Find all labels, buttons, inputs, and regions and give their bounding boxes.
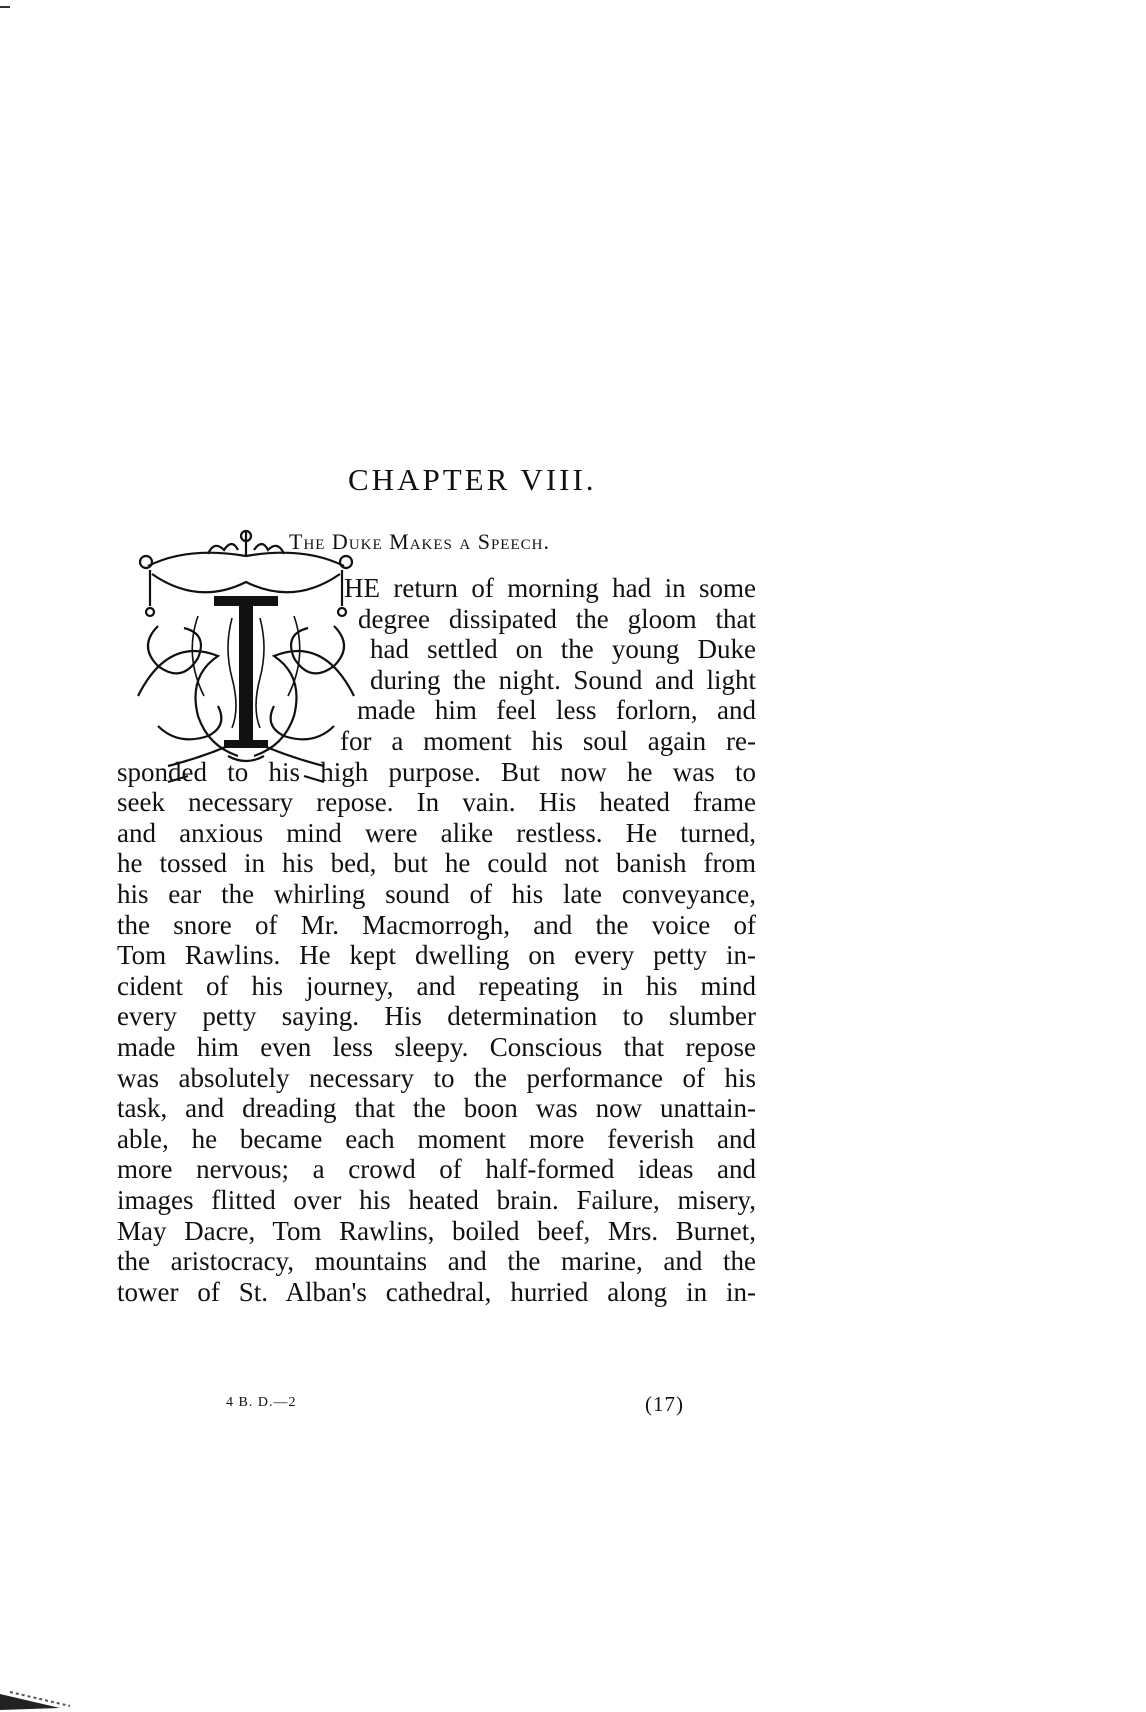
- chapter-title: CHAPTER VIII.: [348, 462, 597, 497]
- text-line: and anxious mind were alike restless. He turned,: [117, 817, 756, 848]
- edge-mark: [0, 6, 10, 8]
- text-line: more nervous; a crowd of half-formed ideas and: [117, 1154, 756, 1185]
- text-line: was absolutely necessary to the performance of his: [117, 1062, 756, 1093]
- text-line: Tom Rawlins. He kept dwelling on every petty in-: [117, 940, 756, 971]
- ornamental-drop-cap: [128, 526, 364, 788]
- text-line: sponded to his high purpose. But now he was to: [117, 756, 756, 787]
- text-line: during the night. Sound and light: [370, 664, 756, 695]
- text-line: the aristocracy, mountains and the marine, and the: [117, 1246, 756, 1277]
- scan-smudge: [0, 1680, 80, 1710]
- text-line: tower of St. Alban's cathedral, hurried along in in-: [117, 1276, 756, 1307]
- text-line: degree dissipated the gloom that: [358, 603, 756, 634]
- chapter-subtitle: The Duke Makes a Speech.: [289, 529, 550, 554]
- text-line: made him even less sleepy. Conscious that repose: [117, 1032, 756, 1062]
- text-line: seek necessary repose. In vain. His heated frame: [117, 787, 756, 818]
- text-line: for a moment his soul again re-: [340, 726, 756, 756]
- text-line: made him feel less forlorn, and: [357, 695, 756, 726]
- printer-signature: 4 B. D.—2: [226, 1395, 297, 1410]
- text-line: May Dacre, Tom Rawlins, boiled beef, Mrs. Burnet,: [117, 1215, 756, 1246]
- text-line: his ear the whirling sound of his late conveyance,: [117, 879, 756, 909]
- text-line: the snore of Mr. Macmorrogh, and the voice of: [117, 909, 756, 940]
- page-number: (17): [645, 1392, 684, 1416]
- text-line: able, he became each moment more feverish and: [117, 1123, 756, 1154]
- text-line: he tossed in his bed, but he could not banish from: [117, 848, 756, 879]
- text-line: every petty saying. His determination to slumber: [117, 1001, 756, 1032]
- text-line: cident of his journey, and repeating in his mind: [117, 970, 756, 1001]
- text-line: had settled on the young Duke: [370, 634, 756, 665]
- text-line: images flitted over his heated brain. Failure, misery,: [117, 1185, 756, 1215]
- text-line: task, and dreading that the boon was now unattain-: [117, 1093, 756, 1124]
- text-line: HE return of morning had in some: [344, 573, 756, 603]
